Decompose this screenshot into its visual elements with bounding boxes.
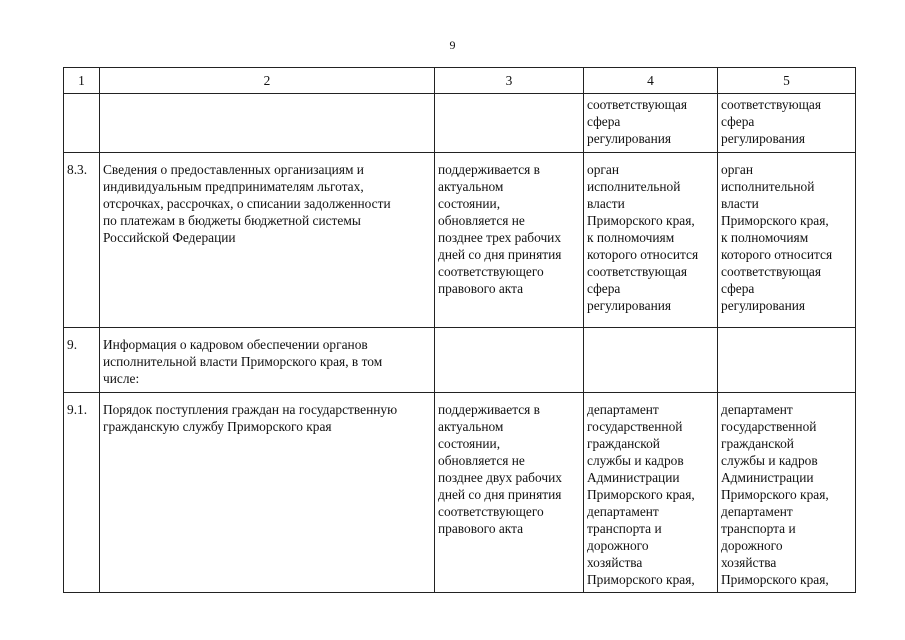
item-responsible-a: орган исполнительной власти Приморского края, к полномочиям которого относится соответствующая сфера регулирования bbox=[584, 153, 718, 328]
item-description: Сведения о предоставленных организациям и индивидуальным предпринимателям льготах, отсрочках, рассрочках, о списании задолженности по платежам в бюджеты бюджетной системы Российской Федерации bbox=[100, 153, 435, 328]
column-header-4: 4 bbox=[584, 68, 718, 94]
column-header-5: 5 bbox=[718, 68, 856, 94]
table-row bbox=[64, 153, 856, 328]
item-responsible-a: департамент государственной гражданской службы и кадров Администрации Приморского края, департамент транспорта и дорожного хозяйства Приморского края, bbox=[584, 393, 718, 593]
item-update-terms: поддерживается в актуальном состоянии, обновляется не позднее трех рабочих дней со дня принятия соответствующего правового акта bbox=[435, 153, 584, 328]
item-number: 8.3. bbox=[64, 153, 100, 328]
table-row bbox=[64, 94, 856, 153]
item-update-terms bbox=[435, 328, 584, 393]
item-responsible-b bbox=[718, 328, 856, 393]
item-description: Информация о кадровом обеспечении органов исполнительной власти Приморского края, в том числе: bbox=[100, 328, 435, 393]
item-responsible-b: орган исполнительной власти Приморского края, к полномочиям которого относится соответствующая сфера регулирования bbox=[718, 153, 856, 328]
item-update-terms: поддерживается в актуальном состоянии, обновляется не позднее двух рабочих дней со дня принятия соответствующего правового акта bbox=[435, 393, 584, 593]
item-number: 9.1. bbox=[64, 393, 100, 593]
column-header-1: 1 bbox=[64, 68, 100, 94]
item-description: Порядок поступления граждан на государственную гражданскую службу Приморского края bbox=[100, 393, 435, 593]
item-number: 9. bbox=[64, 328, 100, 393]
column-header-3: 3 bbox=[435, 68, 584, 94]
item-update-terms bbox=[435, 94, 584, 153]
table-row bbox=[64, 393, 856, 593]
column-header-2: 2 bbox=[100, 68, 435, 94]
item-responsible-a bbox=[584, 328, 718, 393]
table-header-row bbox=[64, 68, 856, 94]
item-responsible-a: соответствующая сфера регулирования bbox=[584, 94, 718, 153]
table-row bbox=[64, 328, 856, 393]
item-number bbox=[64, 94, 100, 153]
item-description bbox=[100, 94, 435, 153]
page-number: 9 bbox=[449, 38, 456, 52]
document-table bbox=[63, 67, 856, 593]
item-responsible-b: департамент государственной гражданской службы и кадров Администрации Приморского края, департамент транспорта и дорожного хозяйства Приморского края, bbox=[718, 393, 856, 593]
item-responsible-b: соответствующая сфера регулирования bbox=[718, 94, 856, 153]
